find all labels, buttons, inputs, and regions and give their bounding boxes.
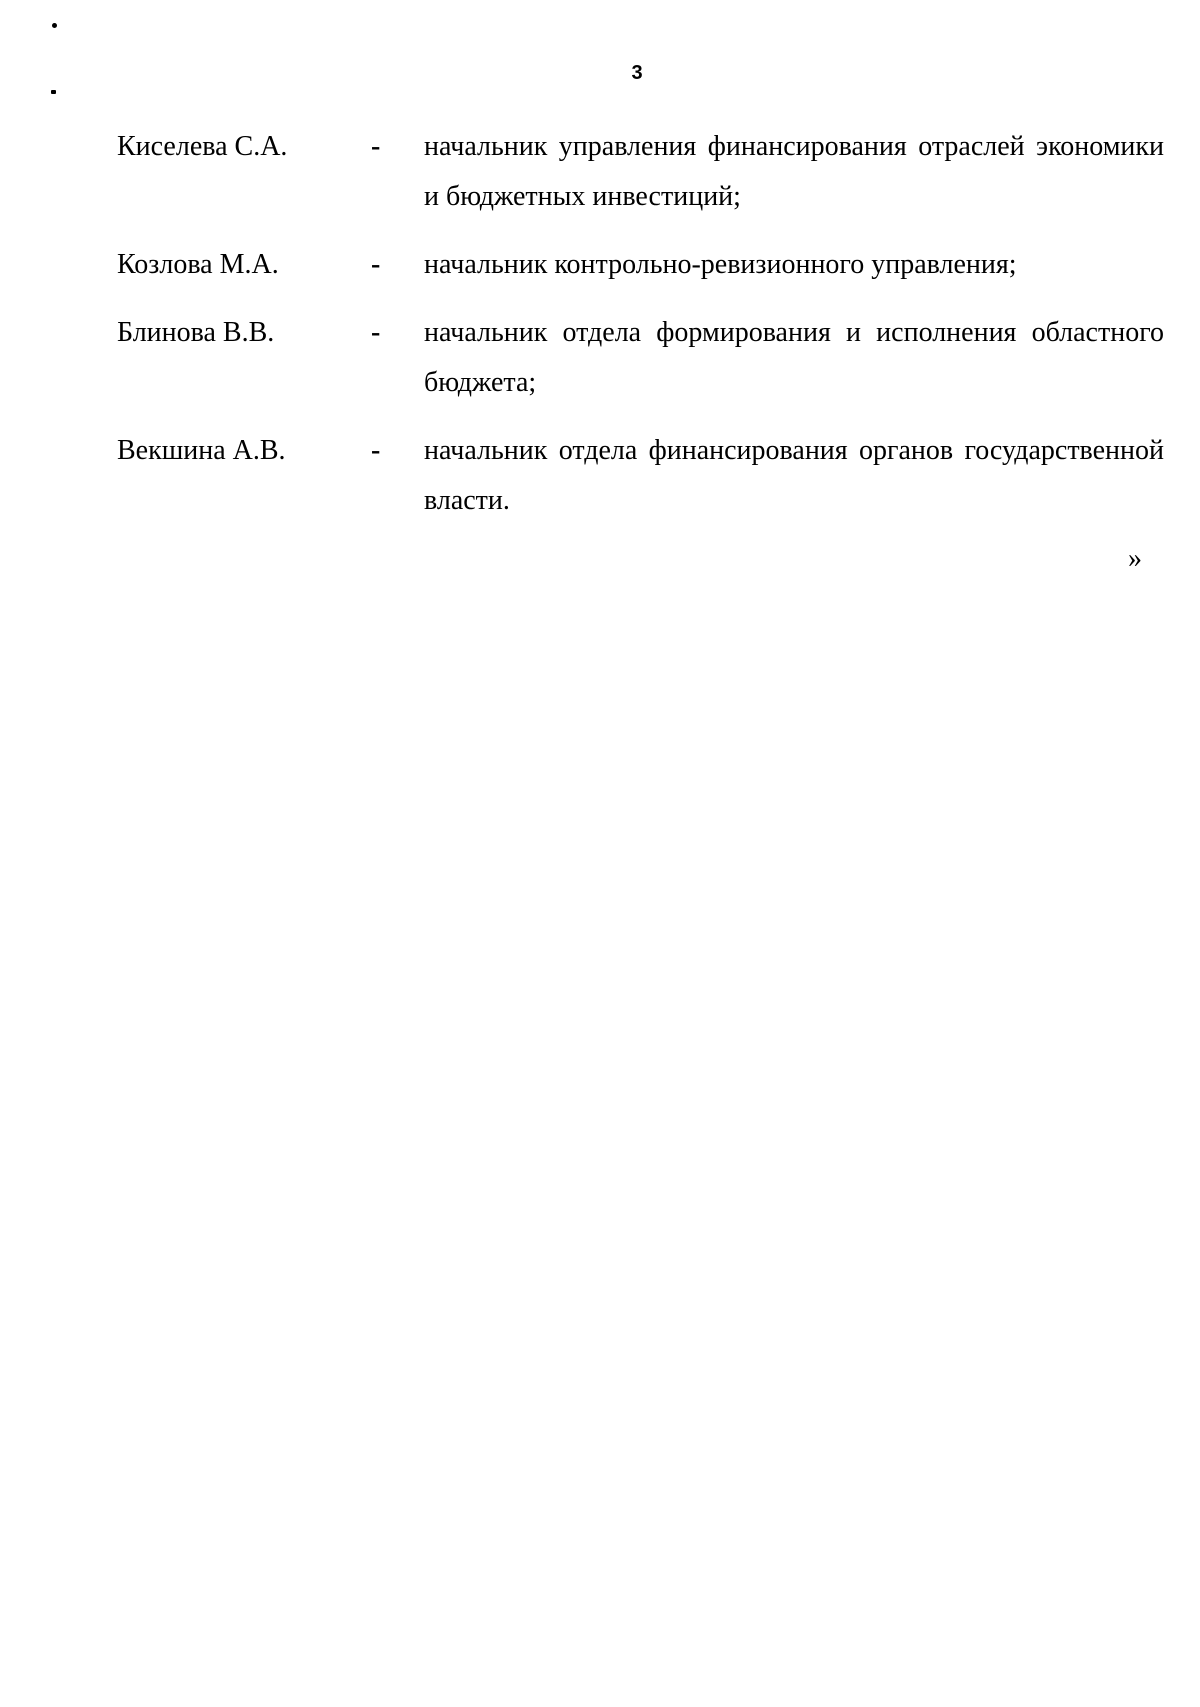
page-number: 3	[631, 62, 643, 84]
staff-name: Киселева С.А.	[117, 131, 288, 162]
staff-entry	[117, 308, 1164, 408]
separator-dash: -	[371, 435, 381, 466]
staff-name: Козлова М.А.	[117, 249, 279, 280]
staff-name: Векшина А.В.	[117, 435, 286, 466]
staff-entry	[117, 240, 1164, 290]
staff-entry	[117, 426, 1164, 526]
separator-dash: -	[371, 131, 381, 162]
staff-position: начальник отдела финансирования органов государственной власти.	[424, 435, 1164, 516]
staff-list	[117, 122, 1164, 544]
staff-name: Блинова В.В.	[117, 317, 275, 348]
staff-position: начальник управления финансирования отраслей экономики и бюджетных инвестиций;	[424, 131, 1164, 212]
staff-position: начальник контрольно-ревизионного управления;	[424, 249, 1017, 280]
staff-entry	[117, 122, 1164, 222]
staff-position: начальник отдела формирования и исполнения областного бюджета;	[424, 317, 1164, 398]
closing-quote-mark: »	[1128, 543, 1142, 574]
scan-speck	[52, 23, 57, 28]
scan-speck	[51, 90, 56, 94]
separator-dash: -	[371, 249, 381, 280]
separator-dash: -	[371, 317, 381, 348]
